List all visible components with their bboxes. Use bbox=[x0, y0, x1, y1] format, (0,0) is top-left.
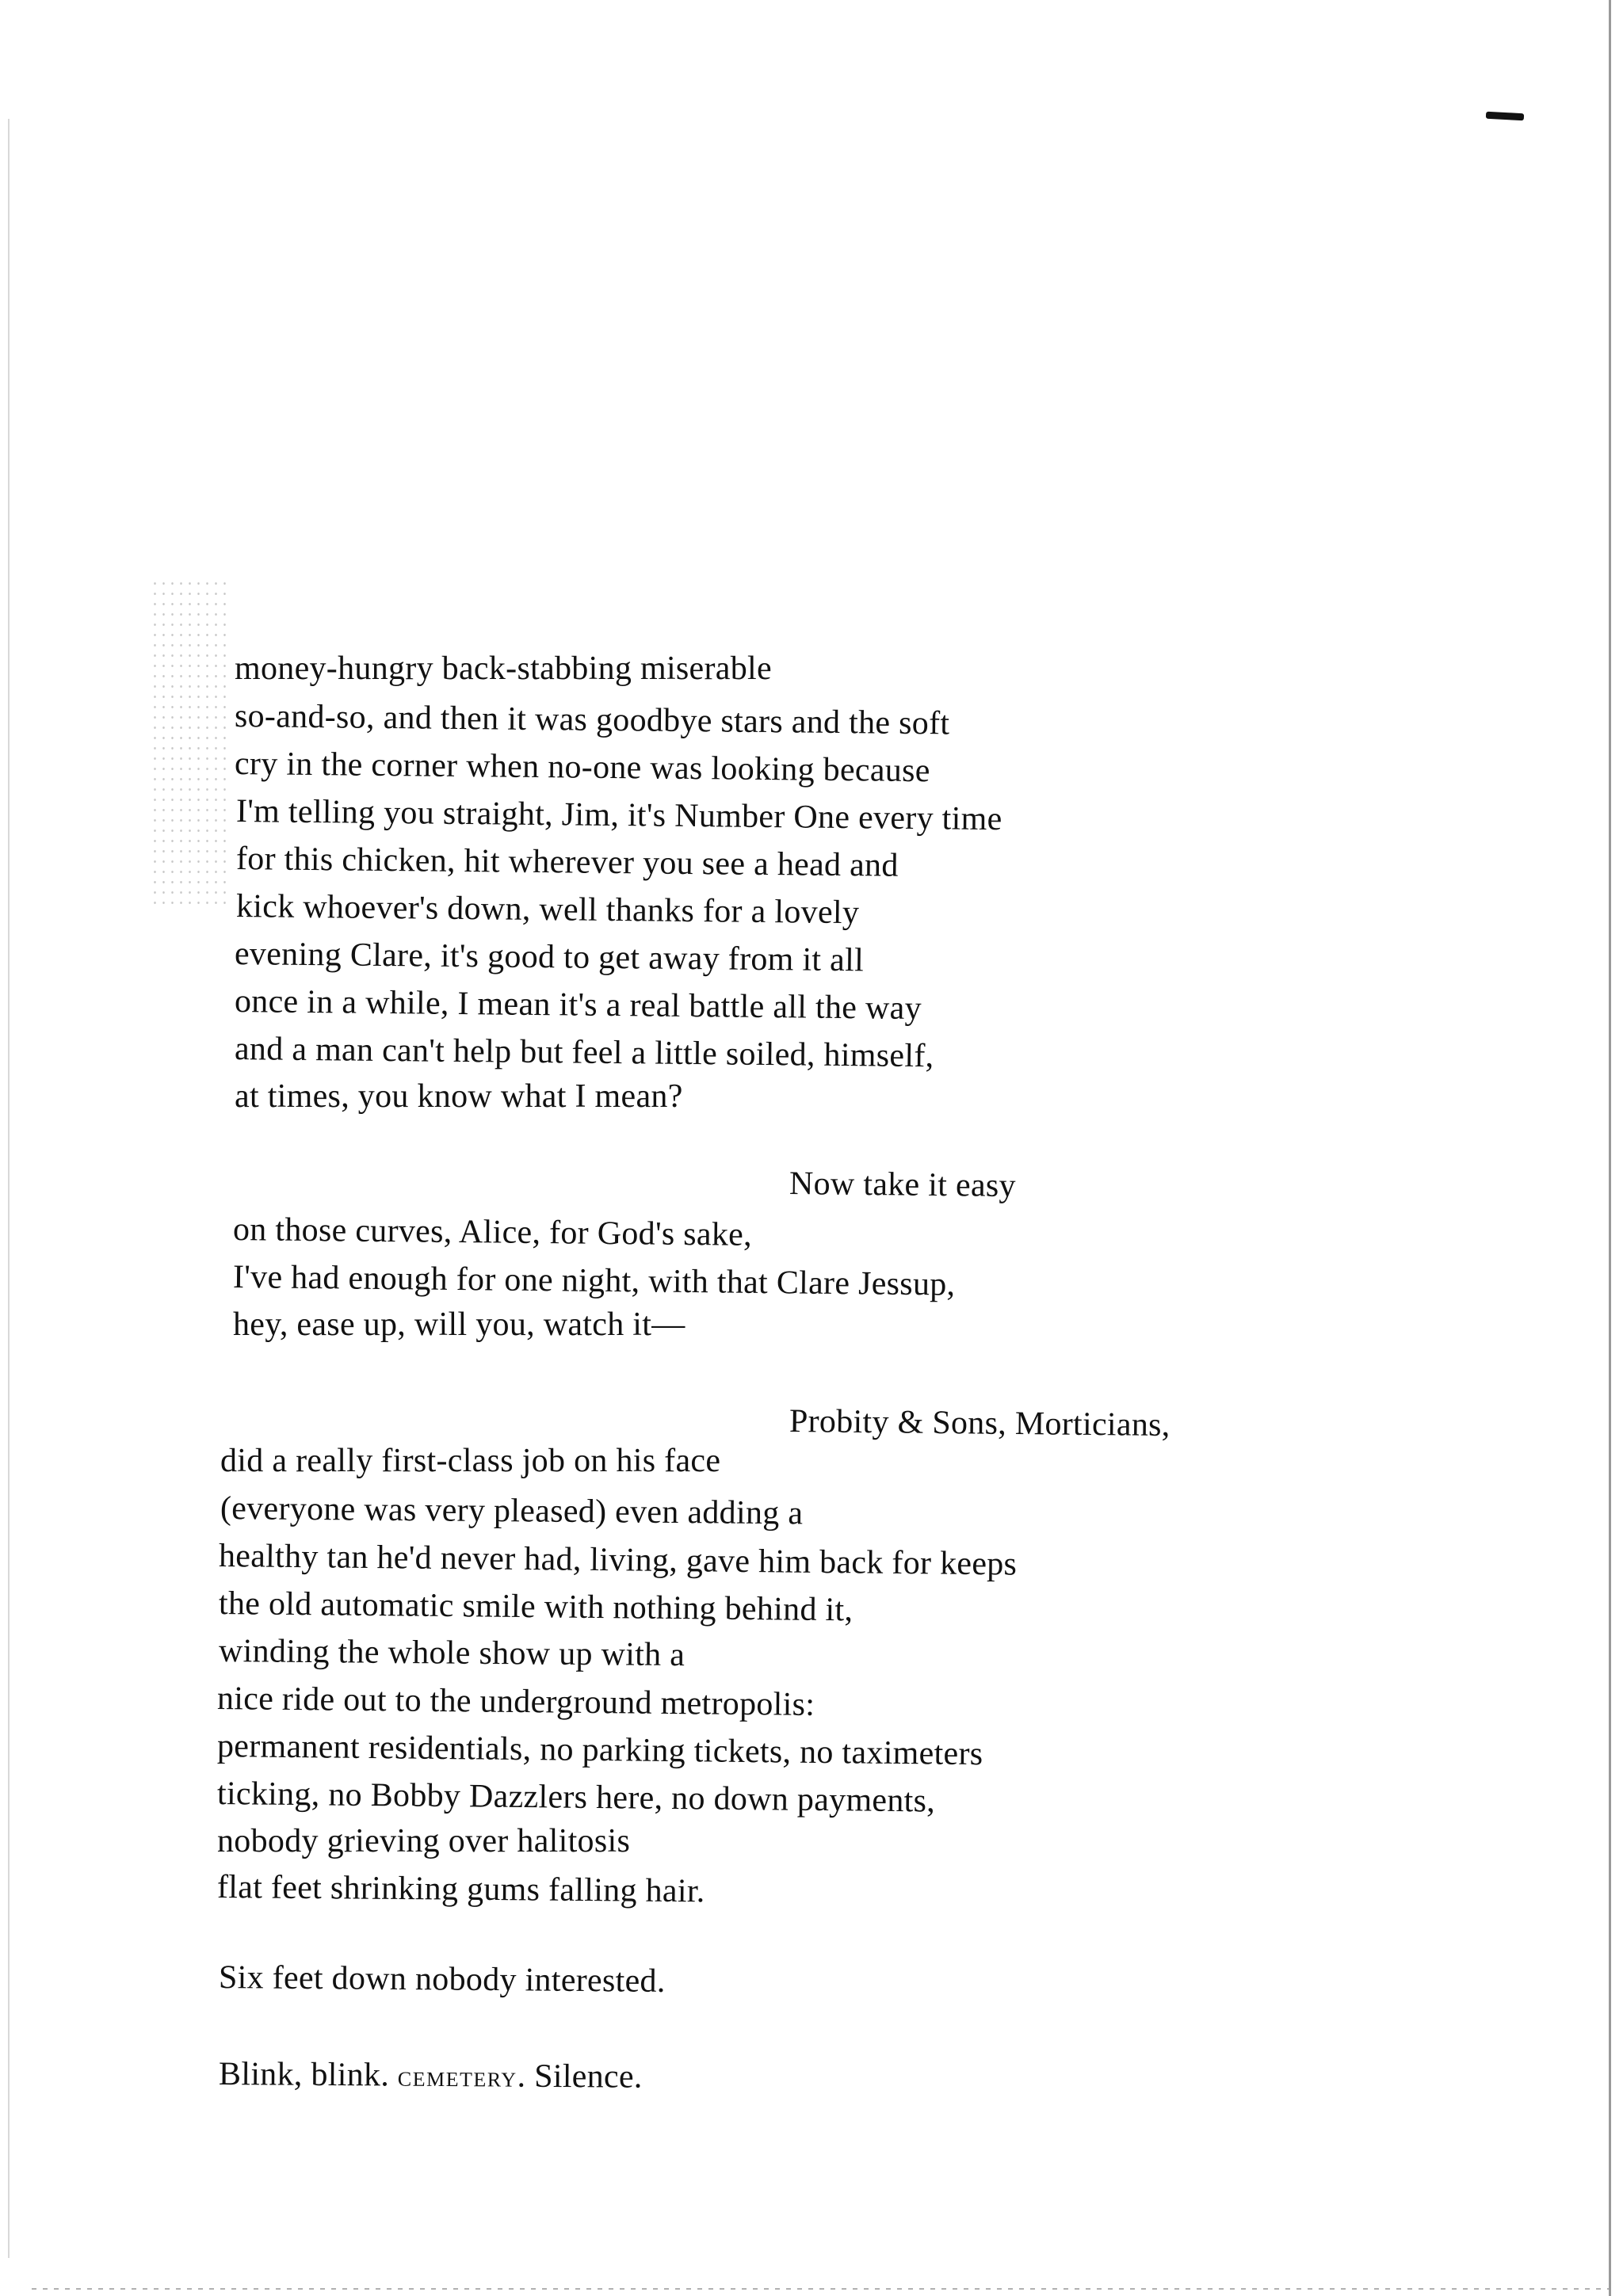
poem-line: Now take it easy bbox=[789, 1165, 1017, 1204]
poem-line: nobody grieving over halitosis bbox=[217, 1823, 631, 1859]
poem-line: hey, ease up, will you, watch it— bbox=[233, 1306, 685, 1343]
poem-line: ticking, no Bobby Dazzlers here, no down payments, bbox=[216, 1775, 936, 1820]
poem-line: Six feet down nobody interested. bbox=[218, 1959, 666, 2000]
poem-line: once in a while, I mean it's a real battle all the way bbox=[234, 983, 922, 1028]
poem-line: (everyone was very pleased) even adding a bbox=[220, 1490, 804, 1532]
poem-line: nice ride out to the underground metropolis: bbox=[216, 1680, 815, 1723]
poem-line: so-and-so, and then it was goodbye stars and the soft bbox=[234, 698, 950, 742]
poem-line: for this chicken, hit wherever you see a head and bbox=[235, 841, 899, 884]
poem-last-line bbox=[219, 2054, 643, 2099]
cemetery-small-caps: cemetery bbox=[397, 2059, 517, 2094]
poem-line: kick whoever's down, well thanks for a lovely bbox=[235, 888, 860, 932]
poem-line: the old automatic smile with nothing behind it, bbox=[218, 1585, 854, 1629]
poem-line: permanent residentials, no parking tickets, no taximeters bbox=[216, 1728, 983, 1773]
poem-line: I'm telling you straight, Jim, it's Number One every time bbox=[235, 793, 1002, 838]
poem-line: I've had enough for one night, with that Clare Jessup, bbox=[232, 1259, 956, 1303]
poem-line: money-hungry back-stabbing miserable bbox=[235, 650, 772, 687]
last-line-end: . Silence. bbox=[517, 2058, 643, 2096]
last-line-start: Blink, blink. bbox=[218, 2056, 399, 2094]
poem-line: on those curves, Alice, for God's sake, bbox=[232, 1211, 753, 1253]
poem-line: did a really first-class job on his face bbox=[220, 1443, 721, 1479]
poem-line: cry in the corner when no-one was looking because bbox=[234, 746, 930, 790]
poem-line: at times, you know what I mean? bbox=[235, 1078, 683, 1115]
poem-line: healthy tan he'd never had, living, gave him back for keeps bbox=[218, 1538, 1018, 1583]
poem-line: flat feet shrinking gums falling hair. bbox=[216, 1869, 705, 1910]
poem-line: Probity & Sons, Morticians, bbox=[789, 1403, 1170, 1444]
poem-line: winding the whole show up with a bbox=[218, 1633, 685, 1674]
poem-line: evening Clare, it's good to get away from it all bbox=[234, 936, 865, 979]
poem-line: and a man can't help but feel a little soiled, himself, bbox=[234, 1031, 934, 1075]
